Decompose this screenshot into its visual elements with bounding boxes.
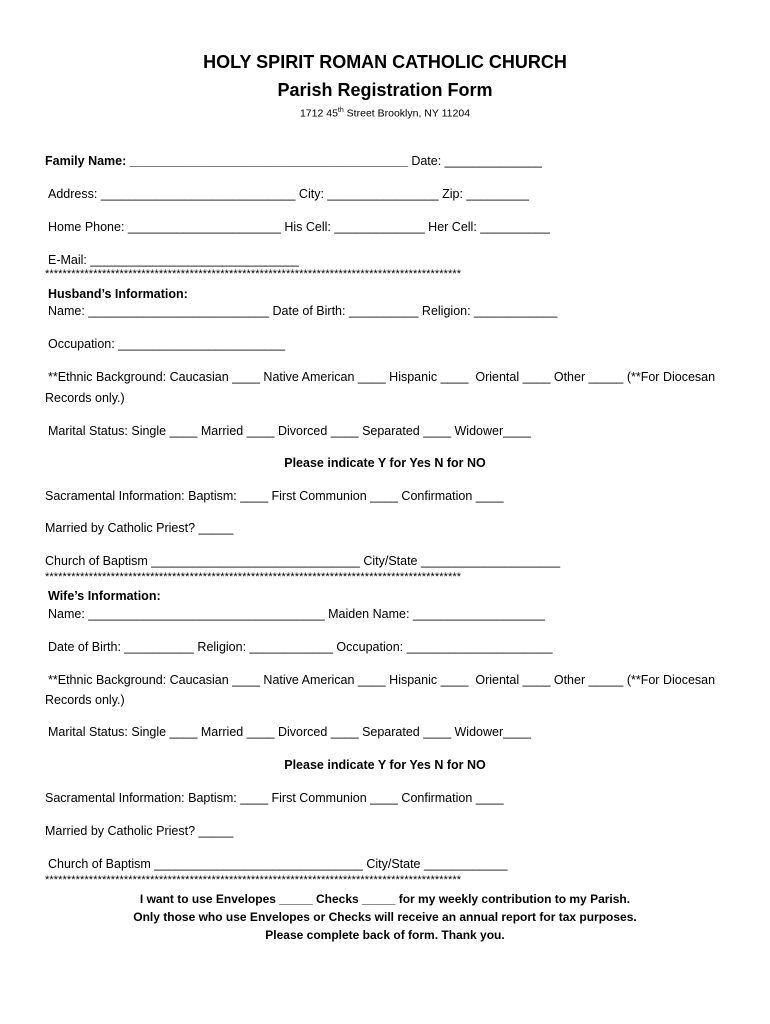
annual-report-note: Only those who use Envelopes or Checks will receive an annual report for tax purposes. xyxy=(133,910,637,924)
date-field[interactable]: Date: ______________ xyxy=(411,154,542,168)
husband-married-by-priest-row[interactable]: Married by Catholic Priest? _____ xyxy=(45,521,234,535)
wife-sacramental-row[interactable]: Sacramental Information: Baptism: ____ First Communion ____ Confirmation ____ xyxy=(45,791,504,805)
separator-2: *********************************************************************************************** xyxy=(45,571,462,583)
envelopes-checks-line[interactable]: I want to use Envelopes _____ Checks _____ for my weekly contribution to my Parish. xyxy=(139,892,631,906)
husband-heading: Husband’s Information: xyxy=(48,287,188,301)
family-name-field[interactable]: Family Name: ________________________________________ xyxy=(45,154,412,168)
family-name-row xyxy=(0,154,770,168)
wife-church-of-baptism-row[interactable]: Church of Baptism ______________________________ City/State ____________ xyxy=(48,857,508,871)
husband-occupation-row[interactable]: Occupation: ________________________ xyxy=(48,337,286,351)
husband-yes-no-note: Please indicate Y for Yes N for NO xyxy=(284,456,486,470)
wife-ethnic-row[interactable]: **Ethnic Background: Caucasian ____ Native American ____ Hispanic ____ Oriental ____ Other _____ (**For Diocesan xyxy=(48,673,716,687)
wife-married-by-priest-row[interactable]: Married by Catholic Priest? _____ xyxy=(45,824,234,838)
husband-name-row[interactable]: Name: __________________________ Date of Birth: __________ Religion: ____________ xyxy=(48,304,558,318)
address-suffix: th xyxy=(337,107,344,114)
wife-name-row[interactable]: Name: __________________________________ Maiden Name: ___________________ xyxy=(48,607,545,621)
separator-3: *********************************************************************************************** xyxy=(45,874,462,886)
address-row[interactable]: Address: ____________________________ City: ________________ Zip: _________ xyxy=(48,187,529,201)
email-row[interactable]: E-Mail: ______________________________ xyxy=(48,253,299,267)
form-title: Parish Registration Form xyxy=(277,80,493,100)
husband-church-of-baptism-row[interactable]: Church of Baptism ______________________________ City/State ____________________ xyxy=(45,554,561,568)
address-rest: Street Brooklyn, NY 11204 xyxy=(343,107,471,120)
husband-sacramental-row[interactable]: Sacramental Information: Baptism: ____ First Communion ____ Confirmation ____ xyxy=(45,489,504,503)
church-name: HOLY SPIRIT ROMAN CATHOLIC CHURCH xyxy=(203,52,567,72)
wife-dob-row[interactable]: Date of Birth: __________ Religion: ____________ Occupation: _____________________ xyxy=(48,640,553,654)
wife-yes-no-note: Please indicate Y for Yes N for NO xyxy=(284,758,486,772)
wife-records-note: Records only.) xyxy=(45,693,125,707)
husband-marital-row[interactable]: Marital Status: Single ____ Married ____ Divorced ____ Separated ____ Widower____ xyxy=(48,424,531,438)
wife-marital-row[interactable]: Marital Status: Single ____ Married ____ Divorced ____ Separated ____ Widower____ xyxy=(48,725,531,739)
complete-back-note: Please complete back of form. Thank you. xyxy=(265,928,505,942)
address-number: 1712 45 xyxy=(299,107,338,120)
husband-records-note: Records only.) xyxy=(45,391,125,405)
separator-1: *********************************************************************************************** xyxy=(45,268,462,280)
wife-heading: Wife’s Information: xyxy=(48,589,161,603)
church-address xyxy=(0,104,770,121)
husband-ethnic-row[interactable]: **Ethnic Background: Caucasian ____ Native American ____ Hispanic ____ Oriental ____ Other _____ (**For Diocesan xyxy=(48,370,716,384)
phone-row[interactable]: Home Phone: ______________________ His Cell: _____________ Her Cell: __________ xyxy=(48,220,550,234)
